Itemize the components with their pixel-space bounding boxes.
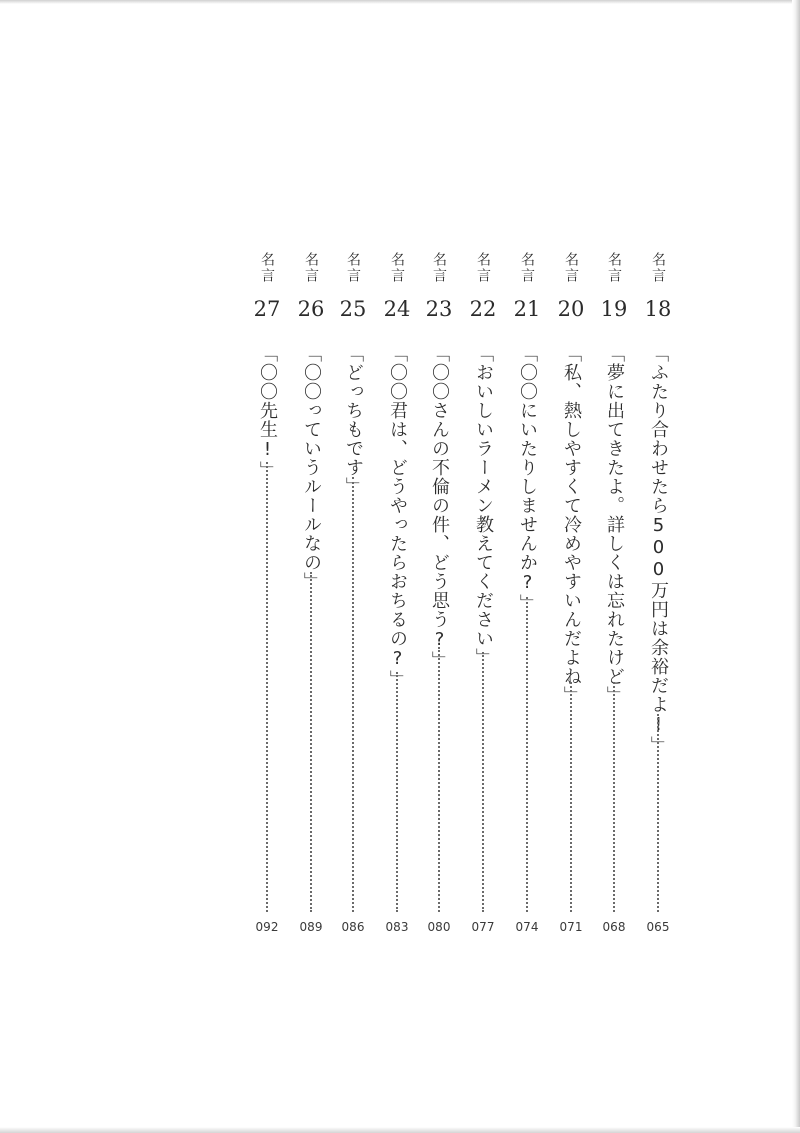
entry-number: 20 [557, 297, 585, 321]
entry-page-number: 068 [602, 920, 626, 934]
dotted-leader [570, 682, 572, 912]
entry-quote: 「夢に出てきたよ。詳しくは忘れたけど」 [604, 344, 625, 705]
entry-number: 25 [339, 297, 367, 321]
dotted-leader [266, 462, 268, 912]
entry-quote: 「〇〇先生!」 [257, 344, 278, 480]
entry-label: 名言 [519, 252, 535, 284]
entry-quote: 「〇〇さんの不倫の件、どう思う?」 [429, 344, 450, 670]
entry-label: 名言 [303, 252, 319, 284]
toc-entry-23[interactable] [424, 252, 454, 942]
entry-page-number: 092 [255, 920, 279, 934]
entry-page-number: 086 [341, 920, 365, 934]
entry-label: 名言 [563, 252, 579, 284]
entry-page-number: 074 [515, 920, 539, 934]
toc-entry-27[interactable] [252, 252, 282, 942]
entry-quote: 「〇〇君は、どうやったらおちるの?」 [387, 344, 408, 689]
entry-number: 26 [297, 297, 325, 321]
toc-entry-21[interactable] [512, 252, 542, 942]
dotted-leader [482, 652, 484, 912]
toc-entry-18[interactable] [643, 252, 673, 942]
toc-entry-24[interactable] [382, 252, 412, 942]
entry-page-number: 071 [559, 920, 583, 934]
entry-page-number: 077 [471, 920, 495, 934]
entry-quote: 「ふたり合わせたら500万円は余裕だよ!」 [648, 344, 669, 755]
entry-quote: 「どっちもです」 [343, 344, 364, 496]
entry-number: 22 [469, 297, 497, 321]
dotted-leader [310, 572, 312, 912]
entry-number: 18 [644, 297, 672, 321]
dotted-leader [438, 647, 440, 912]
entry-quote: 「私、熱しやすくて冷めやすいんだよね」 [561, 344, 582, 705]
dotted-leader [613, 682, 615, 912]
dotted-leader [526, 597, 528, 912]
entry-label: 名言 [389, 252, 405, 284]
entry-number: 23 [425, 297, 453, 321]
entry-number: 19 [600, 297, 628, 321]
entry-quote: 「〇〇っていうルールなの」 [301, 344, 322, 591]
entry-page-number: 089 [299, 920, 323, 934]
dotted-leader [396, 672, 398, 912]
entry-number: 21 [513, 297, 541, 321]
toc-entry-20[interactable] [556, 252, 586, 942]
entry-number: 27 [253, 297, 281, 321]
entry-label: 名言 [475, 252, 491, 284]
entry-label: 名言 [431, 252, 447, 284]
entry-label: 名言 [259, 252, 275, 284]
toc-entry-25[interactable] [338, 252, 368, 942]
toc-entry-26[interactable] [296, 252, 326, 942]
entry-page-number: 080 [427, 920, 451, 934]
entry-page-number: 065 [646, 920, 670, 934]
entry-label: 名言 [606, 252, 622, 284]
toc-entry-19[interactable] [599, 252, 629, 942]
entry-label: 名言 [650, 252, 666, 284]
dotted-leader [657, 714, 659, 912]
entry-label: 名言 [345, 252, 361, 284]
dotted-leader [352, 477, 354, 912]
entry-page-number: 083 [385, 920, 409, 934]
toc-entry-22[interactable] [468, 252, 498, 942]
entry-quote: 「おいしいラーメン教えてください」 [473, 344, 494, 667]
entry-number: 24 [383, 297, 411, 321]
entry-quote: 「〇〇にいたりしませんか?」 [517, 344, 538, 613]
